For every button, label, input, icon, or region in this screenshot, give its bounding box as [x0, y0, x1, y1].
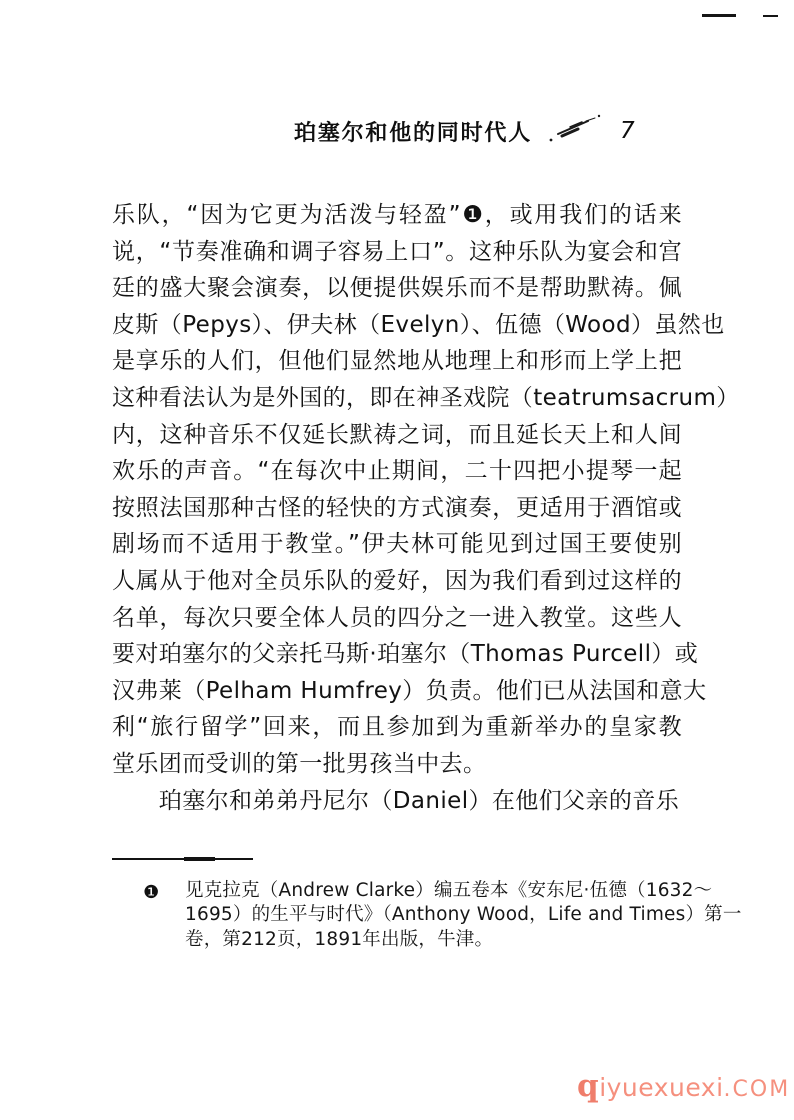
body-text-line: 珀塞尔和弟弟丹尼尔（Daniel）在他们父亲的音乐 [112, 787, 680, 814]
body-text-line: 利“旅行留学”回来，而且参加到为重新举办的皇家教 [112, 714, 682, 741]
watermark-middle: iyuexuexi [599, 1073, 724, 1102]
body-text-line: 欢乐的声音。“在每次中止期间，二十四把小提琴一起 [112, 458, 682, 485]
body-text-line: 这种看法认为是外国的，即在神圣戏院（teatrumsacrum） [112, 384, 740, 411]
footnote-text [185, 879, 742, 952]
body-text [112, 197, 740, 819]
page-number: 7 [620, 118, 635, 144]
footnote-line: 1695）的生平与时代》（Anthony Wood，Life and Times）第一 [185, 904, 742, 926]
body-text-line: 剧场而不适用于教堂。”伊夫林可能见到过国王要使别 [112, 531, 682, 558]
scan-artifact-dash [763, 15, 778, 17]
body-text-line: 按照法国那种古怪的轻快的方式演奏，更适用于酒馆或 [112, 494, 682, 521]
watermark [577, 1068, 790, 1104]
body-text-line: 乐队，“因为它更为活泼与轻盈”❶，或用我们的话来 [112, 202, 682, 228]
scan-artifact-dash [702, 14, 736, 17]
footnote-divider-blob [184, 857, 215, 861]
body-text-line: 人属从于他对全员乐队的爱好，因为我们看到过这样的 [112, 567, 682, 594]
body-text-line: 要对珀塞尔的父亲托马斯·珀塞尔（Thomas Purcell）或 [112, 641, 699, 668]
body-text-line: 是享乐的人们，但他们显然地从地理上和形而上学上把 [112, 348, 682, 375]
footnote-divider [112, 858, 253, 860]
watermark-q: q [577, 1068, 600, 1104]
leaf-flourish-icon [548, 112, 604, 144]
body-text-line: 廷的盛大聚会演奏，以便提供娱乐而不是帮助默祷。佩 [112, 275, 682, 302]
body-text-line: 名单，每次只要全体人员的四分之一进入教堂。这些人 [112, 604, 682, 631]
footnote-marker: ❶ [143, 882, 160, 903]
watermark-tld: .COM [723, 1077, 791, 1102]
running-title: 珀塞尔和他的同时代人 [294, 121, 533, 146]
footnote-line: 见克拉克（Andrew Clarke）编五卷本《安东尼·伍德（1632～ [185, 880, 713, 901]
body-text-line: 内，这种音乐不仅延长默祷之词，而且延长天上和人间 [112, 421, 682, 448]
body-text-line: 说，“节奏准确和调子容易上口”。这种乐队为宴会和宫 [112, 238, 682, 265]
body-text-line: 堂乐团而受训的第一批男孩当中去。 [112, 750, 487, 777]
body-text-line: 汉弗莱（Pelham Humfrey）负责。他们已从法国和意大 [112, 677, 707, 704]
body-text-line: 皮斯（Pepys）、伊夫林（Evelyn）、伍德（Wood）虽然也 [112, 311, 725, 338]
footnote-line: 卷，第212页，1891年出版，牛津。 [185, 928, 494, 950]
